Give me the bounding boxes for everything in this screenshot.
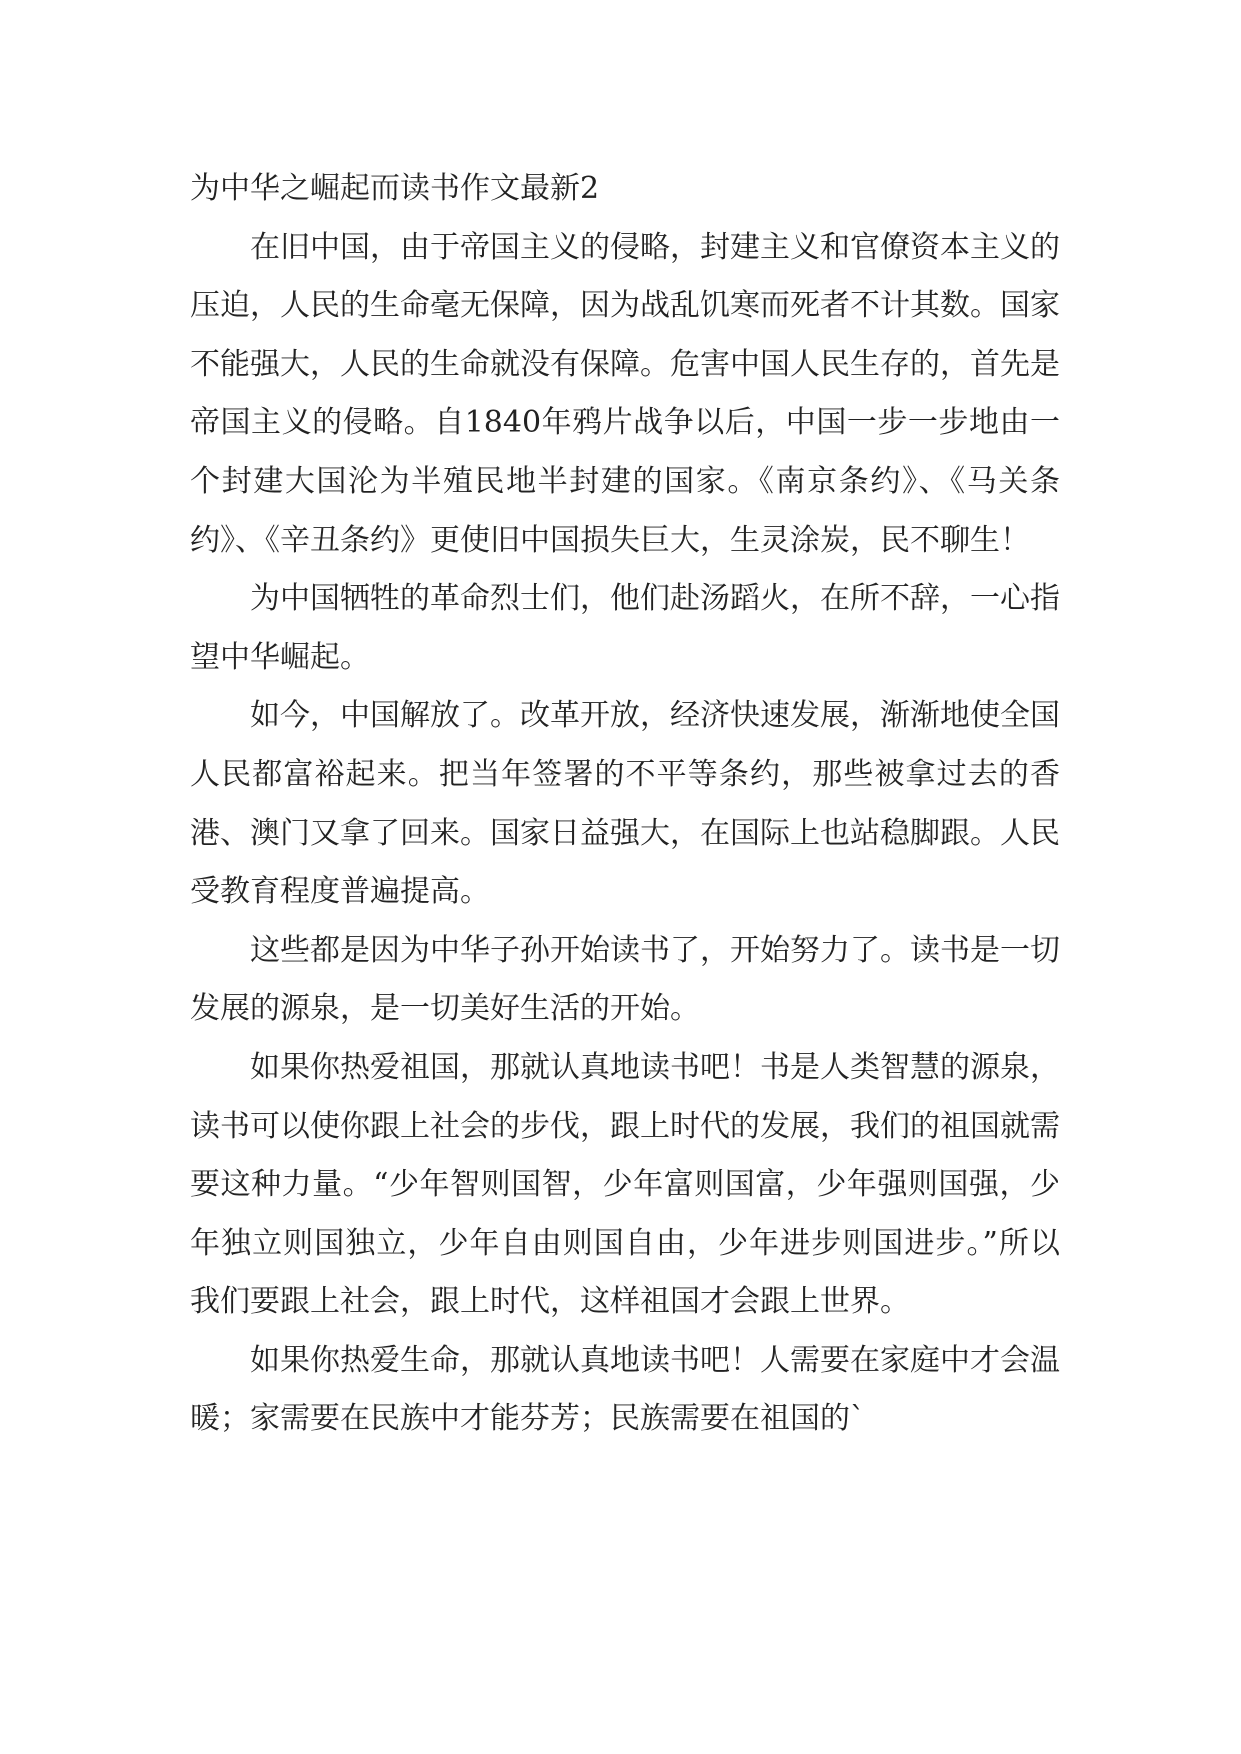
paragraph-6: 如果你热爱生命，那就认真地读书吧！人需要在家庭中才会温暖；家需要在民族中才能芬芳；民族需要在祖国的` [190, 1342, 1060, 1437]
paragraph-1: 在旧中国，由于帝国主义的侵略，封建主义和官僚资本主义的压迫，人民的生命毫无保障，因为战乱饥寒而死者不计其数。国家不能强大，人民的生命就没有保障。危害中国人民生存的，首先是帝国主义的侵略。自1840年鸦片战争以后，中国一步一步地由一个封建大国沦为半殖民地半封建的国家。《南京条约》、《马关条约》、《辛丑条约》更使旧中国损失巨大，生灵涂炭，民不聊生！ [190, 229, 1060, 558]
document-page [190, 160, 1060, 1449]
document-title: 为中华之崛起而读书作文最新2 [190, 171, 600, 206]
paragraph-5: 如果你热爱祖国，那就认真地读书吧！书是人类智慧的源泉，读书可以使你跟上社会的步伐，跟上时代的发展，我们的祖国就需要这种力量。“少年智则国智，少年富则国富，少年强则国强，少年独立则国独立，少年自由则国自由，少年进步则国进步。”所以我们要跟上社会，跟上时代，这样祖国才会跟上世界。 [190, 1049, 1060, 1320]
paragraph-2: 为中国牺牲的革命烈士们，他们赴汤蹈火，在所不辞，一心指望中华崛起。 [190, 581, 1060, 675]
paragraph-3: 如今，中国解放了。改革开放，经济快速发展，渐渐地使全国人民都富裕起来。把当年签署的不平等条约，那些被拿过去的香港、澳门又拿了回来。国家日益强大，在国际上也站稳脚跟。人民受教育程度普遍提高。 [190, 698, 1060, 910]
paragraph-4: 这些都是因为中华子孙开始读书了，开始努力了。读书是一切发展的源泉，是一切美好生活的开始。 [190, 932, 1060, 1027]
